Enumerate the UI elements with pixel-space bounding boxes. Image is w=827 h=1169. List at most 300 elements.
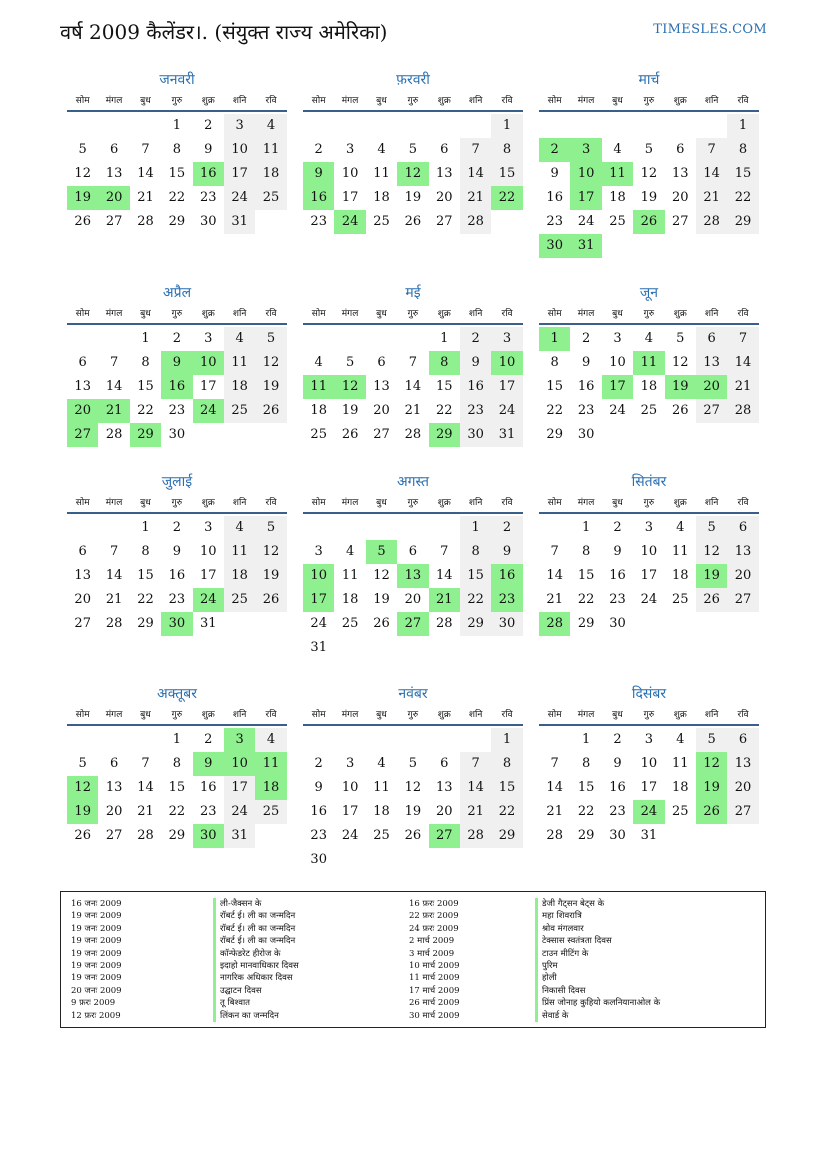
day-cell[interactable]: 4 [377, 756, 386, 771]
day-cell[interactable]: 5 [676, 331, 685, 346]
day-cell[interactable]: 20 [404, 592, 422, 607]
day-cell[interactable]: 24 [491, 399, 522, 423]
holiday-day-cell[interactable]: 16 [303, 186, 334, 210]
day-cell[interactable]: 2 [172, 331, 181, 346]
day-cell[interactable]: 18 [224, 564, 255, 588]
holiday-day-cell[interactable]: 11 [602, 162, 633, 186]
day-cell[interactable]: 23 [609, 804, 626, 819]
day-cell[interactable]: 27 [74, 616, 91, 631]
day-cell[interactable]: 5 [345, 355, 355, 370]
day-cell[interactable]: 28 [460, 824, 491, 848]
day-cell[interactable]: 21 [546, 592, 563, 607]
day-cell[interactable]: 7 [460, 138, 491, 162]
day-cell[interactable]: 28 [435, 616, 453, 631]
day-cell[interactable]: 21 [105, 592, 123, 607]
day-cell[interactable]: 3 [224, 114, 255, 138]
day-cell[interactable]: 12 [404, 780, 422, 795]
day-cell[interactable]: 1 [141, 520, 150, 535]
day-cell[interactable]: 14 [105, 568, 123, 583]
holiday-day-cell[interactable]: 19 [67, 800, 98, 824]
day-cell[interactable]: 9 [613, 544, 622, 559]
day-cell[interactable]: 8 [172, 142, 181, 157]
day-cell[interactable]: 6 [727, 516, 758, 540]
day-cell[interactable]: 27 [696, 399, 727, 423]
day-cell[interactable]: 14 [546, 568, 563, 583]
day-cell[interactable]: 7 [440, 544, 449, 559]
day-cell[interactable]: 21 [404, 403, 422, 418]
day-cell[interactable]: 4 [255, 114, 286, 138]
day-cell[interactable]: 8 [141, 544, 150, 559]
day-cell[interactable]: 26 [74, 214, 91, 229]
day-cell[interactable]: 7 [550, 544, 559, 559]
day-cell[interactable]: 13 [105, 166, 123, 181]
day-cell[interactable]: 2 [204, 118, 213, 133]
day-cell[interactable]: 29 [577, 828, 595, 843]
holiday-day-cell[interactable]: 19 [696, 564, 727, 588]
holiday-day-cell[interactable]: 19 [665, 375, 696, 399]
day-cell[interactable]: 22 [577, 592, 595, 607]
day-cell[interactable]: 2 [314, 756, 323, 771]
day-cell[interactable]: 1 [581, 520, 591, 535]
day-cell[interactable]: 12 [255, 351, 286, 375]
day-cell[interactable]: 15 [727, 162, 758, 186]
day-cell[interactable]: 20 [435, 804, 453, 819]
day-cell[interactable]: 19 [404, 190, 422, 205]
day-cell[interactable]: 13 [74, 379, 91, 394]
holiday-day-cell[interactable]: 1 [539, 327, 570, 351]
day-cell[interactable]: 14 [404, 379, 422, 394]
day-cell[interactable]: 7 [550, 756, 559, 771]
day-cell[interactable]: 30 [491, 612, 522, 636]
day-cell[interactable]: 6 [377, 355, 386, 370]
day-cell[interactable]: 20 [727, 564, 758, 588]
holiday-day-cell[interactable]: 20 [67, 399, 98, 423]
day-cell[interactable]: 18 [671, 780, 689, 795]
day-cell[interactable]: 21 [460, 186, 491, 210]
day-cell[interactable]: 14 [435, 568, 453, 583]
day-cell[interactable]: 7 [727, 327, 758, 351]
day-cell[interactable]: 13 [105, 780, 123, 795]
day-cell[interactable]: 8 [727, 138, 758, 162]
day-cell[interactable]: 13 [727, 540, 758, 564]
day-cell[interactable]: 27 [727, 800, 758, 824]
day-cell[interactable]: 20 [74, 592, 91, 607]
day-cell[interactable]: 27 [435, 214, 453, 229]
day-cell[interactable]: 6 [78, 544, 87, 559]
holiday-day-cell[interactable]: 26 [696, 800, 727, 824]
day-cell[interactable]: 8 [491, 138, 522, 162]
day-cell[interactable]: 26 [74, 828, 91, 843]
holiday-day-cell[interactable]: 21 [98, 399, 129, 423]
day-cell[interactable]: 22 [491, 800, 522, 824]
holiday-day-cell[interactable]: 10 [491, 351, 522, 375]
day-cell[interactable]: 19 [640, 190, 658, 205]
day-cell[interactable]: 22 [137, 592, 154, 607]
day-cell[interactable]: 14 [460, 776, 491, 800]
day-cell[interactable]: 9 [491, 540, 522, 564]
day-cell[interactable]: 20 [671, 190, 689, 205]
day-cell[interactable]: 4 [345, 544, 355, 559]
day-cell[interactable]: 26 [404, 214, 422, 229]
day-cell[interactable]: 4 [676, 520, 685, 535]
day-cell[interactable]: 5 [78, 756, 87, 771]
day-cell[interactable]: 1 [491, 728, 522, 752]
day-cell[interactable]: 22 [546, 403, 563, 418]
holiday-day-cell[interactable]: 31 [570, 234, 601, 258]
day-cell[interactable]: 7 [109, 544, 119, 559]
day-cell[interactable]: 16 [460, 375, 491, 399]
day-cell[interactable]: 24 [341, 828, 359, 843]
day-cell[interactable]: 31 [224, 824, 255, 848]
day-cell[interactable]: 21 [137, 804, 154, 819]
day-cell[interactable]: 11 [224, 540, 255, 564]
day-cell[interactable]: 28 [696, 210, 727, 234]
holiday-day-cell[interactable]: 17 [570, 186, 601, 210]
day-cell[interactable]: 31 [224, 210, 255, 234]
day-cell[interactable]: 4 [314, 355, 323, 370]
day-cell[interactable]: 30 [609, 616, 626, 631]
day-cell[interactable]: 4 [255, 728, 286, 752]
day-cell[interactable]: 24 [609, 403, 626, 418]
day-cell[interactable]: 27 [105, 828, 123, 843]
day-cell[interactable]: 11 [671, 756, 689, 771]
day-cell[interactable]: 28 [137, 214, 154, 229]
day-cell[interactable]: 26 [404, 828, 422, 843]
day-cell[interactable]: 17 [199, 568, 217, 583]
day-cell[interactable]: 18 [224, 375, 255, 399]
day-cell[interactable]: 16 [577, 379, 595, 394]
brand-link[interactable]: TIMESLES.COM [653, 22, 767, 37]
day-cell[interactable]: 25 [671, 804, 689, 819]
day-cell[interactable]: 23 [168, 403, 186, 418]
day-cell[interactable]: 18 [255, 162, 286, 186]
day-cell[interactable]: 2 [204, 732, 213, 747]
day-cell[interactable]: 15 [460, 564, 491, 588]
day-cell[interactable]: 2 [172, 520, 181, 535]
day-cell[interactable]: 19 [255, 375, 286, 399]
day-cell[interactable]: 2 [613, 732, 622, 747]
day-cell[interactable]: 16 [199, 780, 217, 795]
holiday-day-cell[interactable]: 11 [303, 375, 334, 399]
day-cell[interactable]: 25 [224, 399, 255, 423]
day-cell[interactable]: 3 [204, 331, 213, 346]
holiday-day-cell[interactable]: 29 [130, 423, 161, 447]
day-cell[interactable]: 6 [78, 355, 87, 370]
holiday-day-cell[interactable]: 3 [570, 138, 601, 162]
day-cell[interactable]: 26 [255, 399, 286, 423]
day-cell[interactable]: 23 [310, 828, 327, 843]
day-cell[interactable]: 9 [172, 544, 181, 559]
day-cell[interactable]: 10 [199, 544, 217, 559]
day-cell[interactable]: 29 [727, 210, 758, 234]
day-cell[interactable]: 5 [644, 142, 653, 157]
day-cell[interactable]: 21 [460, 800, 491, 824]
day-cell[interactable]: 5 [408, 756, 417, 771]
day-cell[interactable]: 20 [105, 804, 123, 819]
day-cell[interactable]: 17 [199, 379, 217, 394]
day-cell[interactable]: 2 [581, 331, 591, 346]
holiday-day-cell[interactable]: 24 [193, 399, 224, 423]
day-cell[interactable]: 30 [199, 214, 217, 229]
day-cell[interactable]: 5 [408, 142, 417, 157]
holiday-day-cell[interactable]: 19 [67, 186, 98, 210]
day-cell[interactable]: 16 [310, 804, 327, 819]
day-cell[interactable]: 10 [224, 138, 255, 162]
day-cell[interactable]: 30 [577, 427, 595, 442]
day-cell[interactable]: 12 [671, 355, 689, 370]
holiday-day-cell[interactable]: 30 [539, 234, 570, 258]
day-cell[interactable]: 3 [644, 520, 653, 535]
holiday-day-cell[interactable]: 20 [98, 186, 129, 210]
day-cell[interactable]: 2 [491, 516, 522, 540]
holiday-day-cell[interactable]: 12 [696, 752, 727, 776]
holiday-day-cell[interactable]: 20 [696, 375, 727, 399]
holiday-day-cell[interactable]: 27 [67, 423, 98, 447]
day-cell[interactable]: 28 [460, 210, 491, 234]
day-cell[interactable]: 13 [435, 780, 453, 795]
day-cell[interactable]: 1 [440, 331, 449, 346]
holiday-day-cell[interactable]: 22 [491, 186, 522, 210]
day-cell[interactable]: 10 [640, 756, 658, 771]
day-cell[interactable]: 7 [696, 138, 727, 162]
day-cell[interactable]: 20 [435, 190, 453, 205]
day-cell[interactable]: 23 [310, 214, 327, 229]
day-cell[interactable]: 28 [404, 427, 422, 442]
day-cell[interactable]: 25 [255, 800, 286, 824]
day-cell[interactable]: 14 [460, 162, 491, 186]
day-cell[interactable]: 15 [577, 568, 595, 583]
holiday-day-cell[interactable]: 27 [397, 612, 428, 636]
day-cell[interactable]: 8 [172, 756, 181, 771]
day-cell[interactable]: 3 [613, 331, 622, 346]
day-cell[interactable]: 13 [74, 568, 91, 583]
day-cell[interactable]: 23 [199, 190, 217, 205]
day-cell[interactable]: 10 [341, 166, 359, 181]
day-cell[interactable]: 11 [341, 568, 359, 583]
day-cell[interactable]: 11 [224, 351, 255, 375]
day-cell[interactable]: 17 [640, 568, 658, 583]
day-cell[interactable]: 7 [408, 355, 417, 370]
day-cell[interactable]: 1 [491, 114, 522, 138]
day-cell[interactable]: 18 [341, 592, 359, 607]
day-cell[interactable]: 28 [137, 828, 154, 843]
day-cell[interactable]: 1 [727, 114, 758, 138]
day-cell[interactable]: 14 [105, 379, 123, 394]
day-cell[interactable]: 15 [168, 166, 186, 181]
day-cell[interactable]: 6 [727, 728, 758, 752]
holiday-day-cell[interactable]: 9 [193, 752, 224, 776]
day-cell[interactable]: 17 [640, 780, 658, 795]
holiday-day-cell[interactable]: 16 [193, 162, 224, 186]
day-cell[interactable]: 4 [224, 327, 255, 351]
day-cell[interactable]: 30 [609, 828, 626, 843]
day-cell[interactable]: 25 [310, 427, 327, 442]
day-cell[interactable]: 29 [168, 214, 186, 229]
day-cell[interactable]: 5 [255, 327, 286, 351]
day-cell[interactable]: 8 [550, 355, 559, 370]
day-cell[interactable]: 11 [373, 780, 390, 795]
day-cell[interactable]: 3 [204, 520, 213, 535]
day-cell[interactable]: 25 [671, 592, 689, 607]
day-cell[interactable]: 3 [314, 544, 323, 559]
day-cell[interactable]: 20 [727, 776, 758, 800]
day-cell[interactable]: 4 [613, 142, 622, 157]
day-cell[interactable]: 4 [644, 331, 653, 346]
day-cell[interactable]: 8 [491, 752, 522, 776]
day-cell[interactable]: 30 [460, 423, 491, 447]
day-cell[interactable]: 13 [696, 351, 727, 375]
day-cell[interactable]: 21 [727, 375, 758, 399]
day-cell[interactable]: 3 [644, 732, 653, 747]
day-cell[interactable]: 9 [204, 142, 213, 157]
day-cell[interactable]: 14 [137, 166, 154, 181]
day-cell[interactable]: 15 [546, 379, 563, 394]
day-cell[interactable]: 10 [609, 355, 626, 370]
day-cell[interactable]: 9 [581, 355, 591, 370]
day-cell[interactable]: 27 [373, 427, 390, 442]
day-cell[interactable]: 16 [546, 190, 563, 205]
day-cell[interactable]: 13 [727, 752, 758, 776]
holiday-day-cell[interactable]: 17 [602, 375, 633, 399]
day-cell[interactable]: 15 [137, 379, 154, 394]
day-cell[interactable]: 4 [676, 732, 685, 747]
day-cell[interactable]: 11 [373, 166, 390, 181]
day-cell[interactable]: 26 [373, 616, 390, 631]
day-cell[interactable]: 1 [141, 331, 150, 346]
day-cell[interactable]: 1 [460, 516, 491, 540]
day-cell[interactable]: 31 [491, 423, 522, 447]
holiday-day-cell[interactable]: 11 [255, 752, 286, 776]
day-cell[interactable]: 28 [105, 427, 123, 442]
day-cell[interactable]: 25 [373, 214, 390, 229]
day-cell[interactable]: 21 [696, 186, 727, 210]
day-cell[interactable]: 29 [168, 828, 186, 843]
holiday-day-cell[interactable]: 10 [570, 162, 601, 186]
day-cell[interactable]: 24 [577, 214, 595, 229]
holiday-day-cell[interactable]: 18 [255, 776, 286, 800]
day-cell[interactable]: 12 [373, 568, 390, 583]
day-cell[interactable]: 3 [491, 327, 522, 351]
day-cell[interactable]: 29 [577, 616, 595, 631]
day-cell[interactable]: 25 [640, 403, 658, 418]
day-cell[interactable]: 2 [314, 142, 323, 157]
day-cell[interactable]: 11 [255, 138, 286, 162]
day-cell[interactable]: 16 [168, 568, 186, 583]
day-cell[interactable]: 17 [341, 190, 359, 205]
day-cell[interactable]: 23 [460, 399, 491, 423]
day-cell[interactable]: 17 [341, 804, 359, 819]
day-cell[interactable]: 29 [491, 824, 522, 848]
day-cell[interactable]: 25 [224, 588, 255, 612]
day-cell[interactable]: 23 [168, 592, 186, 607]
day-cell[interactable]: 15 [491, 776, 522, 800]
day-cell[interactable]: 7 [109, 355, 119, 370]
day-cell[interactable]: 11 [671, 544, 689, 559]
day-cell[interactable]: 31 [310, 640, 327, 655]
holiday-day-cell[interactable]: 11 [633, 351, 664, 375]
holiday-day-cell[interactable]: 17 [303, 588, 334, 612]
day-cell[interactable]: 13 [373, 379, 390, 394]
day-cell[interactable]: 31 [640, 828, 658, 843]
day-cell[interactable]: 18 [373, 804, 390, 819]
day-cell[interactable]: 12 [255, 540, 286, 564]
day-cell[interactable]: 16 [609, 780, 626, 795]
holiday-day-cell[interactable]: 27 [429, 824, 460, 848]
holiday-day-cell[interactable]: 24 [633, 800, 664, 824]
day-cell[interactable]: 8 [581, 756, 591, 771]
day-cell[interactable]: 12 [640, 166, 658, 181]
holiday-day-cell[interactable]: 30 [161, 612, 192, 636]
day-cell[interactable]: 1 [172, 118, 181, 133]
holiday-day-cell[interactable]: 3 [224, 728, 255, 752]
day-cell[interactable]: 10 [640, 544, 658, 559]
day-cell[interactable]: 25 [341, 616, 359, 631]
day-cell[interactable]: 9 [613, 756, 622, 771]
day-cell[interactable]: 7 [141, 142, 150, 157]
day-cell[interactable]: 18 [609, 190, 626, 205]
day-cell[interactable]: 22 [168, 190, 186, 205]
day-cell[interactable]: 2 [613, 520, 622, 535]
day-cell[interactable]: 15 [435, 379, 453, 394]
day-cell[interactable]: 4 [224, 516, 255, 540]
day-cell[interactable]: 6 [440, 756, 449, 771]
day-cell[interactable]: 23 [199, 804, 217, 819]
day-cell[interactable]: 28 [105, 616, 123, 631]
holiday-day-cell[interactable]: 16 [491, 564, 522, 588]
day-cell[interactable]: 19 [255, 564, 286, 588]
holiday-day-cell[interactable]: 10 [193, 351, 224, 375]
holiday-day-cell[interactable]: 12 [67, 776, 98, 800]
day-cell[interactable]: 16 [609, 568, 626, 583]
day-cell[interactable]: 22 [168, 804, 186, 819]
day-cell[interactable]: 18 [640, 379, 658, 394]
day-cell[interactable]: 24 [640, 592, 658, 607]
day-cell[interactable]: 12 [696, 540, 727, 564]
day-cell[interactable]: 3 [345, 756, 355, 771]
holiday-day-cell[interactable]: 12 [397, 162, 428, 186]
day-cell[interactable]: 22 [435, 403, 453, 418]
day-cell[interactable]: 6 [676, 142, 685, 157]
holiday-day-cell[interactable]: 24 [193, 588, 224, 612]
day-cell[interactable]: 10 [341, 780, 359, 795]
day-cell[interactable]: 5 [255, 516, 286, 540]
day-cell[interactable]: 8 [141, 355, 150, 370]
day-cell[interactable]: 7 [141, 756, 150, 771]
day-cell[interactable]: 25 [255, 186, 286, 210]
holiday-day-cell[interactable]: 5 [366, 540, 397, 564]
day-cell[interactable]: 24 [224, 186, 255, 210]
day-cell[interactable]: 2 [460, 327, 491, 351]
holiday-day-cell[interactable]: 12 [334, 375, 365, 399]
day-cell[interactable]: 29 [137, 616, 154, 631]
day-cell[interactable]: 5 [696, 516, 727, 540]
day-cell[interactable]: 17 [224, 162, 255, 186]
day-cell[interactable]: 23 [577, 403, 595, 418]
holiday-day-cell[interactable]: 10 [303, 564, 334, 588]
day-cell[interactable]: 13 [435, 166, 453, 181]
holiday-day-cell[interactable]: 9 [303, 162, 334, 186]
day-cell[interactable]: 26 [671, 403, 689, 418]
holiday-day-cell[interactable]: 13 [397, 564, 428, 588]
holiday-day-cell[interactable]: 26 [633, 210, 664, 234]
day-cell[interactable]: 6 [109, 756, 119, 771]
day-cell[interactable]: 14 [546, 780, 563, 795]
holiday-day-cell[interactable]: 29 [429, 423, 460, 447]
day-cell[interactable]: 14 [137, 780, 154, 795]
holiday-day-cell[interactable]: 16 [161, 375, 192, 399]
day-cell[interactable]: 14 [727, 351, 758, 375]
holiday-day-cell[interactable]: 2 [539, 138, 570, 162]
